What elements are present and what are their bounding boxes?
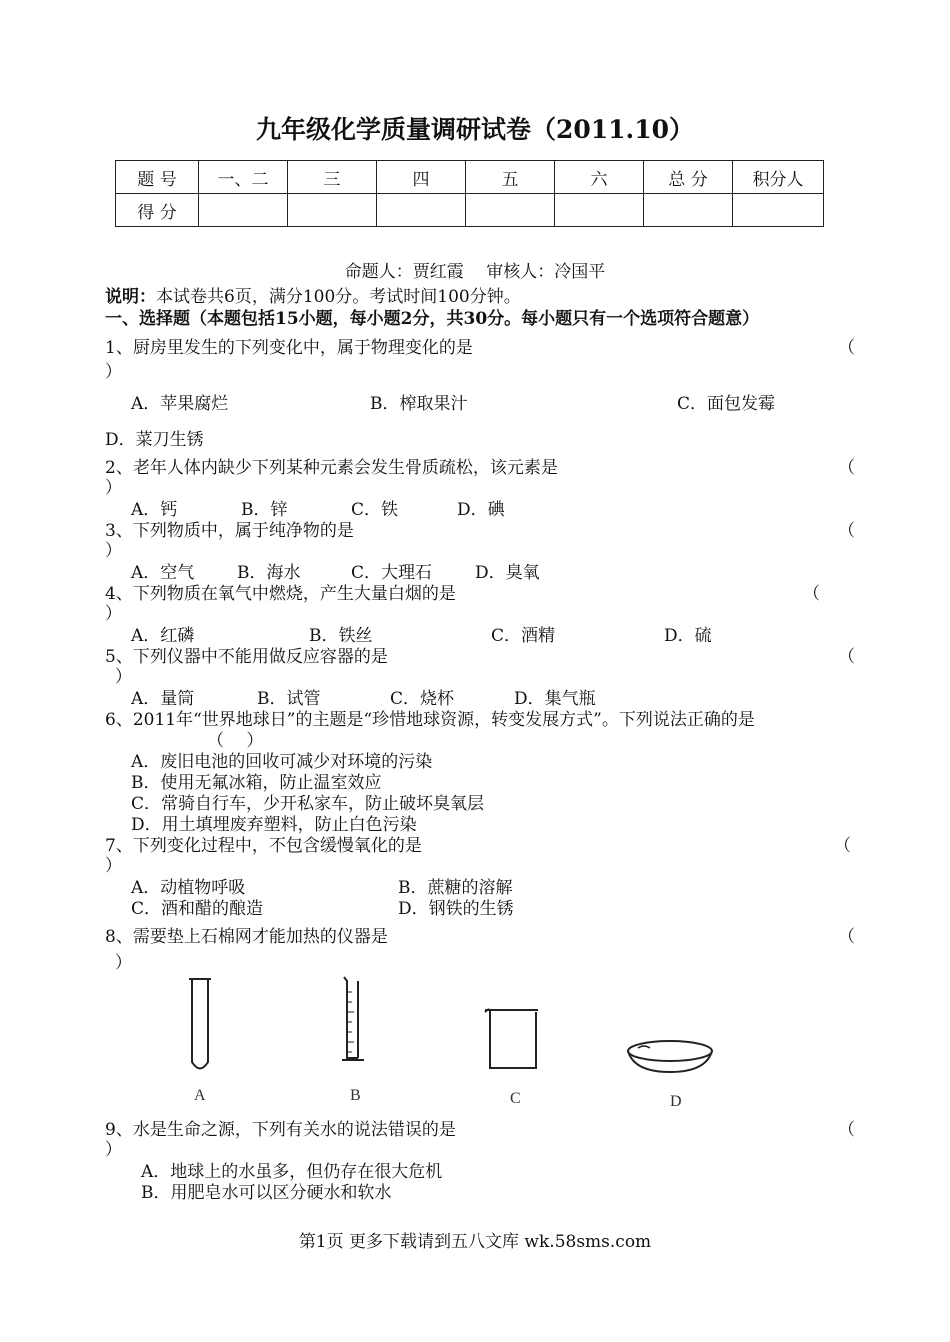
- option-a: A．动植物呼吸: [131, 878, 246, 898]
- option-b: B．用肥皂水可以区分硬水和软水: [141, 1183, 392, 1203]
- question-7-stem: 7、下列变化过程中，不包含缓慢氧化的是: [105, 836, 422, 856]
- question-3-stem: 3、下列物质中，属于纯净物的是: [105, 521, 354, 541]
- answer-paren-close: ）: [105, 478, 122, 498]
- option-a: A．苹果腐烂: [131, 394, 229, 414]
- option-d: D．臭氧: [475, 563, 540, 583]
- answer-paren-close: ）: [105, 541, 122, 561]
- question-8-stem: 8、需要垫上石棉网才能加热的仪器是: [105, 927, 388, 947]
- question-9-stem: 9、水是生命之源，下列有关水的说法错误的是: [105, 1120, 456, 1140]
- answer-paren-close: ）: [115, 953, 132, 973]
- option-b: B．铁丝: [309, 626, 373, 646]
- answer-paren: （ ）: [207, 731, 264, 751]
- authors-line: 命题人：贾红霞 审核人：冷国平: [344, 262, 606, 282]
- answer-paren-close: ）: [115, 667, 132, 687]
- score-cell[interactable]: [288, 194, 377, 227]
- option-b: B．榨取果汁: [370, 394, 468, 414]
- label-b: B: [350, 1087, 361, 1104]
- option-a: A．量筒: [131, 689, 195, 709]
- option-b: B．锌: [241, 500, 288, 520]
- question-2-stem: 2、老年人体内缺少下列某种元素会发生骨质疏松，该元素是: [105, 458, 558, 478]
- header-cell: 一、二: [199, 161, 288, 194]
- header-cell: 五: [466, 161, 555, 194]
- option-d: D．菜刀生锈: [105, 430, 204, 450]
- option-d: D．硫: [664, 626, 712, 646]
- header-cell: 总 分: [644, 161, 733, 194]
- score-table-header-row: [116, 161, 824, 194]
- option-c: C．面包发霉: [677, 394, 776, 414]
- score-cell[interactable]: [466, 194, 555, 227]
- option-c: C．大理石: [351, 563, 433, 583]
- answer-paren-open: （: [838, 1120, 855, 1140]
- option-d: D．用土填埋废弃塑料，防止白色污染: [131, 815, 417, 835]
- label-d: D: [670, 1093, 682, 1110]
- answer-paren-open: （: [838, 458, 855, 478]
- instructions-label: 说明：: [105, 287, 156, 307]
- option-d: D．碘: [457, 500, 505, 520]
- answer-paren-close: ）: [105, 1140, 122, 1160]
- answer-paren-close: ）: [105, 604, 122, 624]
- page-title: 九年级化学质量调研试卷（2011.10）: [255, 115, 695, 144]
- score-cell[interactable]: [377, 194, 466, 227]
- answer-paren-open: （: [838, 521, 855, 541]
- question-4-stem: 4、下列物质在氧气中燃烧，产生大量白烟的是: [105, 584, 456, 604]
- option-c: C．酒精: [491, 626, 556, 646]
- option-a: A．地球上的水虽多，但仍存在很大危机: [141, 1162, 443, 1182]
- answer-paren-open: （: [834, 836, 851, 856]
- option-d: D．钢铁的生锈: [398, 899, 514, 919]
- header-cell: 三: [288, 161, 377, 194]
- option-d: D．集气瓶: [514, 689, 596, 709]
- option-c: C．烧杯: [390, 689, 455, 709]
- score-table-score-row: [116, 194, 824, 227]
- question-5-stem: 5、下列仪器中不能用做反应容器的是: [105, 647, 388, 667]
- option-c: C．酒和醋的酿造: [131, 899, 264, 919]
- option-c: C．常骑自行车，少开私家车，防止破坏臭氧层: [131, 794, 485, 814]
- score-table: [115, 160, 824, 227]
- option-b: B．试管: [257, 689, 321, 709]
- graduated-cylinder-icon: [342, 977, 364, 1060]
- answer-paren-close: ）: [105, 362, 122, 382]
- question-1-stem: 1、厨房里发生的下列变化中，属于物理变化的是: [105, 338, 473, 358]
- section-heading: 一、选择题（本题包括15小题，每小题2分，共30分。每小题只有一个选项符合题意）: [105, 309, 760, 329]
- question-6-stem: 6、2011年“世界地球日”的主题是“珍惜地球资源，转变发展方式”。下列说法正确的是: [105, 710, 755, 730]
- instructions: [105, 287, 521, 307]
- answer-paren-open: （: [838, 338, 855, 358]
- answer-paren-close: ）: [105, 856, 122, 876]
- answer-paren-open: （: [838, 647, 855, 667]
- option-a: A．红磷: [131, 626, 195, 646]
- option-b: B．蔗糖的溶解: [398, 878, 513, 898]
- header-cell: 积分人: [733, 161, 824, 194]
- instructions-text: 本试卷共6页，满分100分。考试时间100分钟。: [156, 287, 521, 307]
- row-label-cell: 得 分: [116, 194, 199, 227]
- label-c: C: [510, 1090, 521, 1107]
- score-cell[interactable]: [555, 194, 644, 227]
- option-b: B．海水: [237, 563, 301, 583]
- evaporating-dish-icon: [628, 1041, 712, 1072]
- option-c: C．铁: [351, 500, 399, 520]
- option-b: B．使用无氟冰箱，防止温室效应: [131, 773, 382, 793]
- score-cell[interactable]: [644, 194, 733, 227]
- apparatus-figure: [160, 972, 760, 1112]
- answer-paren-open: （: [803, 584, 820, 604]
- header-cell: 四: [377, 161, 466, 194]
- label-a: A: [194, 1087, 206, 1104]
- option-a: A．空气: [131, 563, 195, 583]
- score-cell[interactable]: [199, 194, 288, 227]
- score-cell[interactable]: [733, 194, 824, 227]
- option-a: A．废旧电池的回收可减少对环境的污染: [131, 752, 433, 772]
- header-cell: 六: [555, 161, 644, 194]
- header-cell: 题 号: [116, 161, 199, 194]
- beaker-icon: [485, 1010, 538, 1069]
- page-footer: 第1页 更多下载请到五八文库 wk.58sms.com: [298, 1232, 652, 1252]
- option-a: A．钙: [131, 500, 178, 520]
- test-tube-icon: [189, 979, 211, 1069]
- answer-paren-open: （: [838, 927, 855, 947]
